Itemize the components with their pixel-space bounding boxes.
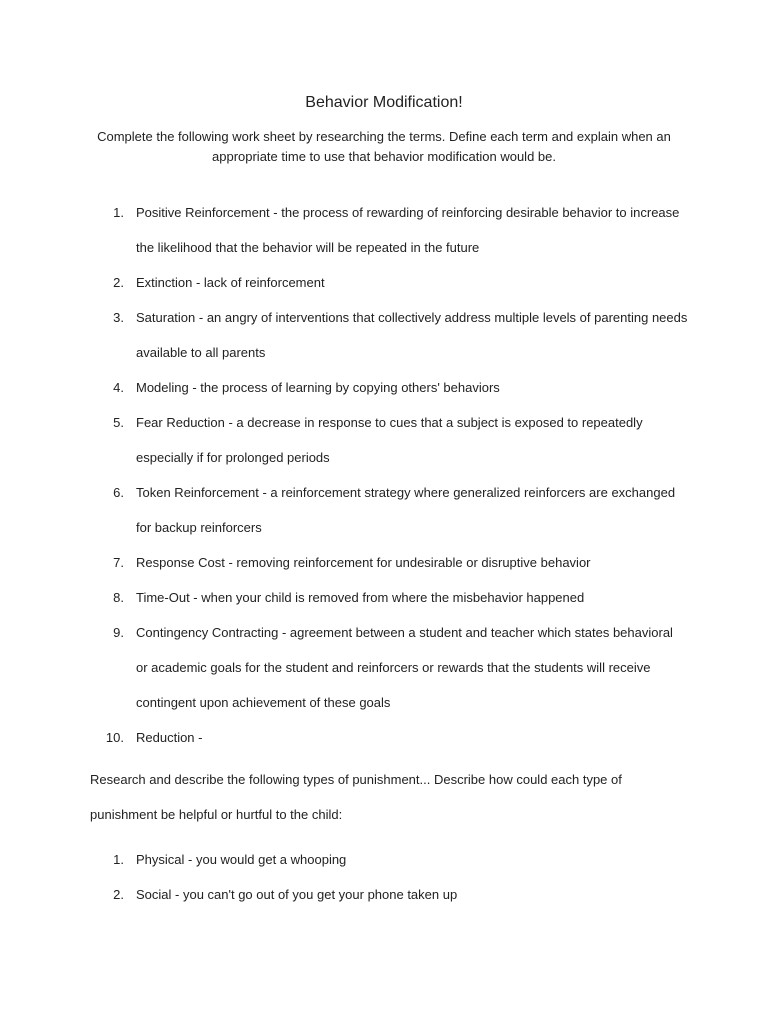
- list-item-number: 4.: [113, 380, 124, 395]
- list-item: [0, 877, 768, 912]
- list-item-number: 8.: [113, 590, 124, 605]
- list-item-number: 7.: [113, 555, 124, 570]
- list-item: [0, 842, 768, 877]
- list-item: [0, 580, 768, 615]
- list-item-text: Modeling - the process of learning by copying others' behaviors: [136, 380, 500, 395]
- list-item-text: Positive Reinforcement - the process of rewarding of reinforcing desirable behavior to increase the likelihood that the behavior will be repeated in the future: [136, 205, 680, 255]
- punishment-list: [0, 842, 768, 912]
- list-item: [0, 720, 768, 755]
- punishment-prompt: Research and describe the following types of punishment... Describe how could each type of punishment be helpful or hurtful to the child:: [90, 772, 622, 822]
- list-item: [0, 300, 768, 370]
- list-item: [0, 615, 768, 720]
- list-item-number: 3.: [113, 310, 124, 325]
- list-item-number: 10.: [105, 730, 124, 745]
- list-item-number: 1.: [113, 852, 124, 867]
- list-item: [0, 370, 768, 405]
- list-item-text: Physical - you would get a whooping: [136, 852, 347, 867]
- list-item-number: 5.: [113, 415, 124, 430]
- list-item: [0, 195, 768, 265]
- page-title: Behavior Modification!: [305, 94, 463, 111]
- list-item-text: Saturation - an angry of interventions that collectively address multiple levels of parenting needs available to all parents: [136, 310, 688, 360]
- list-item: [0, 545, 768, 580]
- list-item: [0, 405, 768, 475]
- list-item-text: Fear Reduction - a decrease in response to cues that a subject is exposed to repeatedly especially if for prolonged periods: [136, 415, 643, 465]
- list-item-number: 2.: [113, 275, 124, 290]
- terms-list: [0, 195, 768, 755]
- list-item-number: 6.: [113, 485, 124, 500]
- intro-paragraph: Complete the following work sheet by researching the terms. Define each term and explain when an appropriate time to use that behavior modification would be.: [97, 129, 671, 164]
- list-item-text: Social - you can't go out of you get your phone taken up: [136, 887, 458, 902]
- list-item: [0, 475, 768, 545]
- list-item-number: 9.: [113, 625, 124, 640]
- list-item-text: Contingency Contracting - agreement between a student and teacher which states behavioral or academic goals for the student and reinforcers or rewards that the students will receive contingent upon achievement of these goals: [136, 625, 673, 710]
- list-item-number: 2.: [113, 887, 124, 902]
- list-item-number: 1.: [113, 205, 124, 220]
- list-item-text: Reduction -: [136, 730, 203, 745]
- list-item-text: Token Reinforcement - a reinforcement strategy where generalized reinforcers are exchanged for backup reinforcers: [136, 485, 676, 535]
- list-item-text: Response Cost - removing reinforcement for undesirable or disruptive behavior: [136, 555, 591, 570]
- list-item-text: Time-Out - when your child is removed from where the misbehavior happened: [136, 590, 585, 605]
- list-item: [0, 265, 768, 300]
- list-item-text: Extinction - lack of reinforcement: [136, 275, 325, 290]
